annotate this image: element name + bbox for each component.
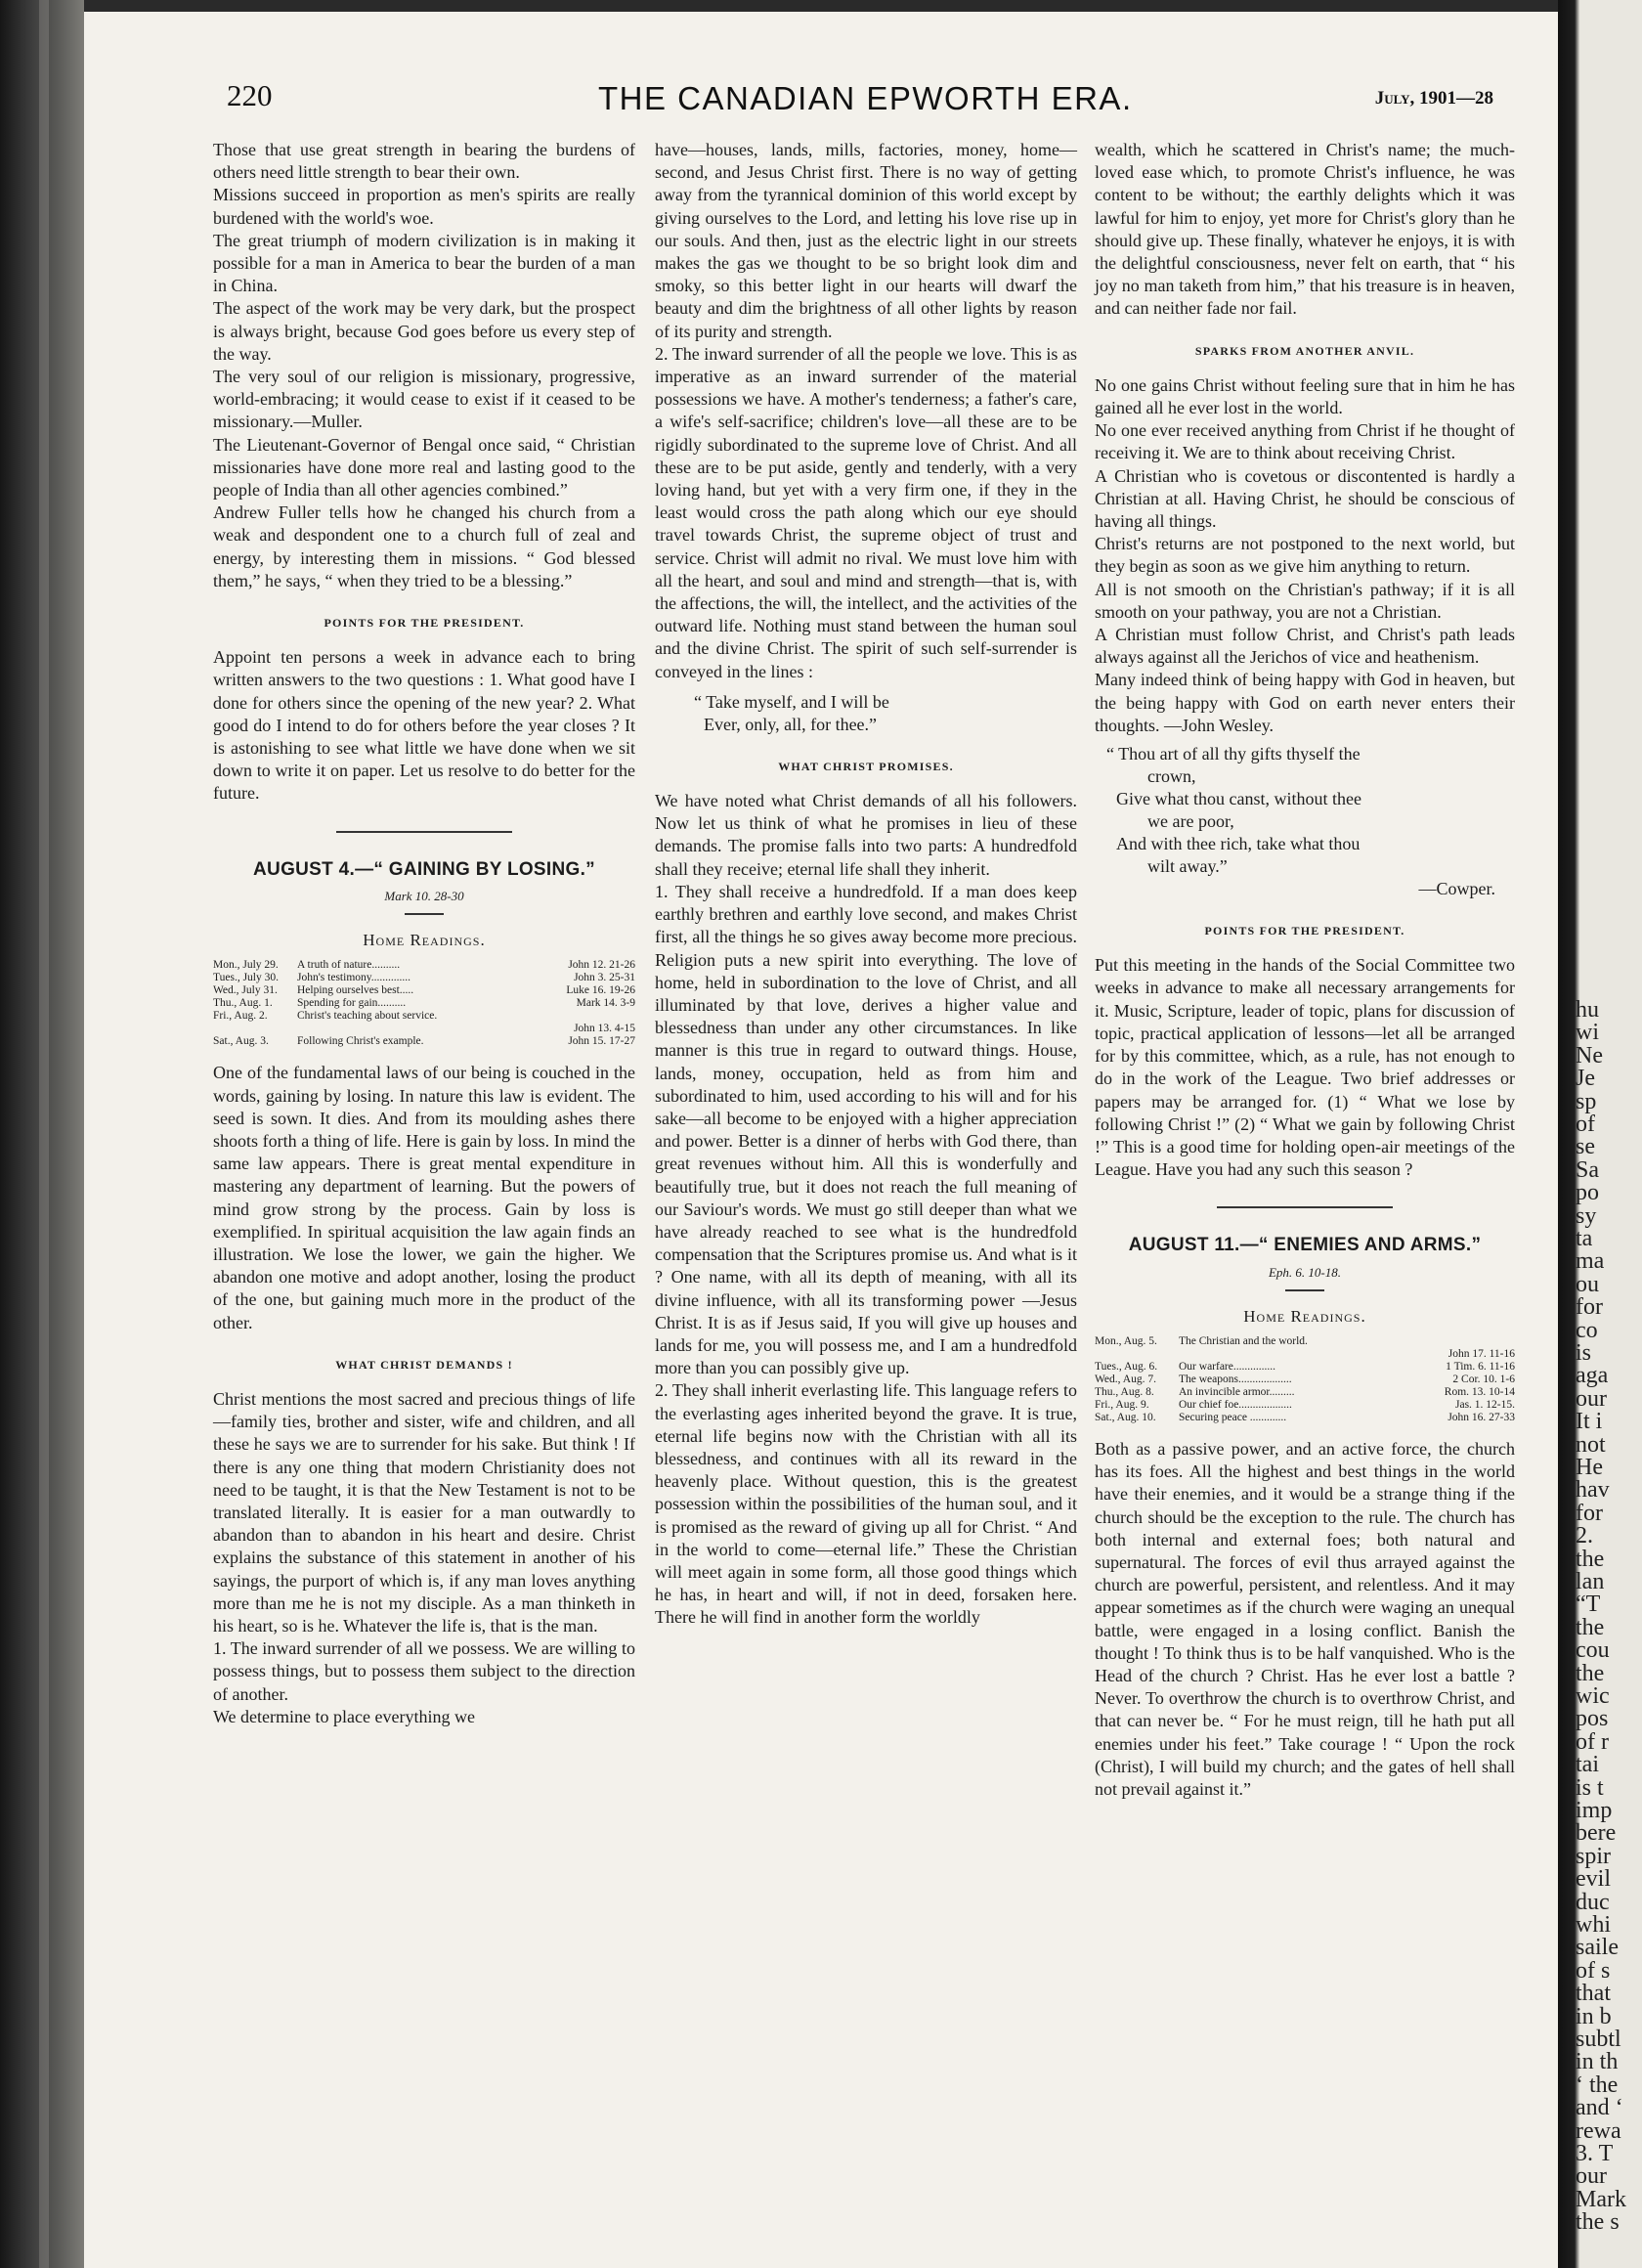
reading-row [1095,1386,1515,1399]
reading-day: Mon., Aug. 5. [1095,1334,1157,1347]
lesson-title: AUGUST 4.—“ GAINING BY LOSING.” [253,858,595,880]
paragraph: 1. They shall receive a hundredfold. If a man does keep earthly brethren and earthly love second, and makes Christ first, all the things he so gives away become more precious. Religion puts a new spirit into everything. The love of home, held in subordination to the love of Christ, and all illuminated by that love, derives a higher value and blessedness than under any other circumstances. In like manner is this true in regard to outward things. House, lands, money, occupation, held as from him and subordinated to him, used according to his will and for his sake—all become to be enjoyed with a higher appreciation and power. Better is a dinner of herbs with God there, than great revenues without him. All this is wonderfully and beautifully true, but it does not reach the full meaning of our Saviour's words. We must go still deeper than what we have already reached to see what is the hundredfold compensation that the Scriptures promise us. And what is it ? One name, with all its depth of meaning, with all its divine influence, with all its transforming power —Jesus Christ. It is as if Jesus said, If you will give up houses and lands for me, you will possess me, and I am a hundredfold more than you can possibly give up. [655,881,1077,1378]
next-page-fragment: the [1576,1546,1605,1572]
next-page-fragment: co [1576,1317,1598,1343]
reading-ref: John 12. 21-26 [568,959,635,972]
paragraph: The Lieutenant-Governor of Bengal once said, “ Christian missionaries have done more real and lasting good to the people of India than all other agencies combined.” [213,434,635,501]
paragraph: Andrew Fuller tells how he changed his church from a weak and despondent one to a church full of zeal and energy, by interesting them in missions. “ God blessed them,” he says, “ when they tried to be a blessing.” [213,502,635,590]
lesson-reference: Eph. 6. 10-18. [1268,1264,1342,1280]
paragraph: A Christian who is covetous or discontented is hardly a Christian at all. Having Christ, he should be conscious of having all things. [1095,465,1515,532]
next-page-fragment: po [1576,1180,1599,1206]
next-page-fragment: lan [1576,1569,1605,1594]
reading-text: The Christian and the world. [1179,1334,1308,1347]
next-page-fragment: Je [1576,1066,1595,1092]
reading-ref [524,1010,635,1023]
reading-text [1179,1348,1396,1361]
journal-title: THE CANADIAN EPWORTH ERA. [598,80,1133,116]
paragraph: A Christian must follow Christ, and Christ's path leads always against all the Jerichos of vice and heathenism. [1095,625,1515,668]
reading-text [297,1023,524,1035]
divider [405,913,444,915]
reading-day [1095,1348,1179,1361]
next-page-fragment: of s [1576,1957,1611,1984]
column-right [1095,139,1515,1801]
paragraph: 1. The inward surrender of all we possess. We are willing to possess things, but to possess them subject to the direction of another. [213,1638,635,1704]
reading-day: Sat., Aug. 10. [1095,1411,1156,1423]
paragraph: Those that use great strength in bearing the burdens of others need little strength to bear their own. [213,140,635,183]
reading-row [1095,1348,1515,1361]
next-page-fragment: aga [1576,1363,1609,1389]
verse-line: we are poor, [1147,811,1234,832]
next-page-fragment: of r [1576,1728,1609,1755]
section-heading: POINTS FOR THE PRESIDENT. [324,616,525,631]
reading-ref: Jas. 1. 12-15. [1454,1398,1515,1411]
next-page-fragment: ‘ the [1576,2072,1619,2098]
binding-shadow [39,0,49,2268]
section-heading: WHAT CHRIST DEMANDS ! [335,1357,513,1372]
reading-row [1095,1335,1515,1348]
next-page-fragment: subtl [1576,2027,1621,2052]
next-page-fragment: the [1576,1660,1605,1686]
next-page-fragment: and ‘ [1576,2095,1623,2121]
paragraph: Christ mentions the most sacred and precious things of life—family ties, brother and sister, wife and children, and all these he says we are to surrender for his sake. But think ! If there is any one thing that modern Christianity does not need to be taught, it is that the New Testament is not to be translated literally. It is easier for a man outwardly to abandon than to abandon in his heart and desire. Christ explains the substance of this statement in another of his sayings, the purport of which is, if any man loves anything more than me he is not my disciple. As a man thinketh in his heart, so is he. Whatever the life is, that is the man. [213,1388,635,1636]
next-page-fragment: “T [1576,1592,1601,1618]
next-page-fragment: imp [1576,1798,1613,1823]
reading-day: Fri., Aug. 9. [1095,1398,1149,1411]
next-page-fragment: our [1576,2163,1607,2190]
next-page-fragment: It i [1576,1409,1603,1435]
next-page-fragments [1562,0,1642,2268]
paragraph: Many indeed think of being happy with God in heaven, but the being happy with God on earth never enters their thoughts. —John Wesley. [1095,670,1515,735]
next-page-fragment: He [1576,1455,1603,1480]
divider [336,831,512,833]
section-heading: WHAT CHRIST PROMISES. [778,759,954,773]
next-page-fragment: for [1576,1500,1603,1526]
reading-day: Tues., Aug. 6. [1095,1360,1158,1373]
section-heading: POINTS FOR THE PRESIDENT. [1204,924,1405,938]
next-page-fragment: in b [1576,2003,1612,2029]
readings-table [213,959,635,1048]
paragraph: All is not smooth on the Christian's pathway; if it is all smooth on your pathway, you are not a Christian. [1095,579,1515,622]
reading-text: Christ's teaching about service. [297,1010,438,1023]
paragraph: Missions succeed in proportion as men's spirits are really burdened with the world's woe. [213,185,635,228]
next-page-fragment: 3. T [1576,2141,1614,2166]
reading-ref: Luke 16. 19-26 [566,984,635,997]
next-page-fragment: whi [1576,1912,1611,1938]
reading-day: Thu., Aug. 1. [213,997,273,1010]
reading-row [1095,1412,1515,1424]
reading-text: Our chief foe................... [1179,1398,1292,1411]
verse-line: “ Take myself, and I will be [694,691,889,712]
paragraph: Christ's returns are not postponed to the next world, but they begin as soon as we give him anything to return. [1095,534,1515,577]
paragraph: We determine to place everything we [213,1706,475,1726]
reading-text: Spending for gain.......... [297,997,407,1010]
reading-day: Tues., July 30. [213,972,279,984]
next-page-fragment: wic [1576,1683,1610,1709]
reading-day: Fri., Aug. 2. [213,1010,268,1023]
reading-row [213,984,635,997]
paragraph: No one gains Christ without feeling sure that in him he has gained all he ever lost in the world. [1095,374,1515,418]
verse-line: crown, [1147,766,1196,787]
paragraph: 2. They shall inherit everlasting life. This language refers to the everlasting ages inherited beyond the grave. It is true, eternal life begins now with the Christian with all its blessedness, and continues with all its reward in the heavenly place. Without question, this is the greatest possession within the possibilities of the human soul, and it is promised as the reward of giving up all for Christ. “ And in the world to come—eternal life.” These the Christian will meet again in some form, all those good things which he has, in heart and will, if not in deed, forsaken here. There he will find in another form the worldly [655,1380,1077,1628]
reading-text: A truth of nature.......... [297,959,401,972]
reading-text: Securing peace ............. [1179,1411,1287,1423]
next-page-fragment: cou [1576,1637,1610,1664]
page-number: 220 [227,78,273,112]
paragraph: We have noted what Christ demands of all his followers. Now let us think of what he promises in lieu of these demands. The promise falls into two parts: A hundredfold shall they receive; eternal life shall they inherit. [655,791,1077,879]
next-page-fragment: hav [1576,1477,1610,1504]
next-page-fragment: spir [1576,1843,1611,1869]
reading-day: Thu., Aug. 8. [1095,1385,1154,1398]
paragraph: Put this meeting in the hands of the Social Committee two weeks in advance to make all necessary arrangements for it. Music, Scripture, leader of topic, plans for discussion of topic, practical application of lessons—let all be arranged for by this committee, which, as a rule, has not enough to do in the work of the League. Two brief addresses or papers may be arranged for. (1) “ What we lose by following Christ !” (2) “ What we gain by following Christ !” This is a good time for holding open-air meetings of the League. Have you had any such this season ? [1095,955,1515,1180]
next-page-fragment: ou [1576,1271,1599,1297]
next-page-fragment: pos [1576,1706,1609,1732]
reading-row [213,997,635,1010]
next-page-fragment: tai [1576,1752,1599,1778]
paragraph: 2. The inward surrender of all the people we love. This is as imperative as an inward surrender of the material possessions we have. A mother's tenderness; a father's care, a wife's self-sacrifice; children's love—all these are to be rigidly subordinated to the supreme love of Christ. And all these are to be put aside, gently and tenderly, with a very loving hand, but yet with a very firm one, if they in the least would cross the path along which our eye should travel towards Christ, the supreme object of trust and service. Christ will admit no rival. We must love him with all the heart, and soul and mind and strength—that is, with the affections, the will, the intellect, and the activities of the outward life. Nothing must stand between the human soul and the divine Christ. The spirit of such self-surrender is conveyed in the lines : [655,343,1077,681]
reading-text: The weapons................... [1179,1373,1292,1385]
next-page-fragment: Sa [1576,1156,1599,1183]
reading-row [213,1010,635,1023]
reading-ref [1396,1335,1515,1348]
next-page-fragment: ta [1576,1226,1593,1251]
readings-table [1095,1335,1515,1424]
next-page-fragment: sy [1576,1202,1597,1229]
verse-line: And with thee rich, take what thou [1116,834,1361,854]
reading-text: Following Christ's example. [297,1035,424,1048]
next-page-fragment: the s [1576,2209,1620,2236]
reading-day: Sat., Aug. 3. [213,1035,269,1048]
next-page-fragment: in th [1576,2049,1619,2075]
reading-text: Helping ourselves best..... [297,984,414,997]
next-page-fragment: rewa [1576,2117,1621,2144]
lesson-reference: Mark 10. 28-30 [384,888,464,903]
paragraph: One of the fundamental laws of our being is couched in the words, gaining by losing. In nature this law is evident. The seed is sown. It dies. And from its moulding ashes there shoots forth a thing of life. Here is gain by loss. In mind the same law appears. There is great mental expenditure in mastering any department of learning. But the powers of mind grow strong by the process. Gain by loss is exemplified. In spiritual acquisition the law again finds an illustration. We lose the lower, we gain the higher. We abandon one motive and adopt another, losing the product of the one, but gaining much more in the product of the other. [213,1063,635,1332]
next-page-fragment: duc [1576,1889,1610,1915]
verse-line: wilt away.” [1147,856,1228,877]
verse-line: “ Thou art of all thy gifts thyself the [1106,744,1361,764]
next-page-fragment: evil [1576,1866,1611,1893]
reading-ref: 1 Tim. 6. 11-16 [1446,1360,1515,1373]
verse-line: Give what thou canst, without thee [1116,789,1361,809]
reading-ref: Mark 14. 3-9 [576,997,635,1010]
verse-quote [1106,743,1515,900]
reading-text: An invincible armor......... [1179,1385,1295,1398]
reading-day: Wed., Aug. 7. [1095,1373,1156,1385]
next-page-fragment: that [1576,1981,1611,2007]
section-heading: SPARKS FROM ANOTHER ANVIL. [1194,343,1415,358]
next-page-fragment: sp [1576,1088,1597,1114]
next-page-fragment: Mark [1576,2186,1626,2212]
reading-row [1095,1399,1515,1412]
paragraph: No one ever received anything from Christ if he thought of receiving it. We are to think about receiving Christ. [1095,420,1515,463]
paragraph: The very soul of our religion is missionary, progressive, world-embracing; it would cease to exist if it ceased to be missionary.—Muller. [213,367,635,432]
home-readings-heading: Home Readings. [363,931,486,950]
divider [1285,1289,1324,1291]
verse-quote [694,691,1077,736]
reading-row [1095,1374,1515,1386]
reading-row [213,972,635,984]
reading-ref: John 16. 27-33 [1448,1411,1515,1423]
next-page-fragment: ma [1576,1248,1605,1275]
reading-ref: John 3. 25-31 [574,972,635,984]
next-page-fragment: the [1576,1614,1605,1640]
paragraph: Appoint ten persons a week in advance each to bring written answers to the two questions : 1. What good have I done for others since the opening of the new year? 2. What good do I intend to do for others before the year closes ? It is astonishing to see what little we have done when we sit down to write it on paper. Let us resolve to do better for the future. [213,647,635,804]
lesson-title: AUGUST 11.—“ ENEMIES AND ARMS.” [1128,1235,1482,1256]
reading-ref: John 17. 11-16 [1448,1347,1515,1360]
next-page-fragment: se [1576,1134,1595,1160]
column-middle [655,139,1077,1630]
next-page-fragment: is t [1576,1774,1604,1801]
next-page-fragment: hu [1576,997,1599,1023]
paragraph: have—houses, lands, mills, factories, money, home—second, and Jesus Christ first. There is no way of getting away from the tyrannical dominion of this world except by giving ourselves to the Lord, and letting his love rise up in our souls. And then, just as the electric light in our streets makes the gas we thought to be so bright look dim and smoky, so this better light in our hearts will dwarf the beauty and dim the brightness of all other lights by reason of its purity and strength. [655,140,1077,341]
paragraph: The aspect of the work may be very dark, but the prospect is always bright, because God goes before us every step of the way. [213,298,635,364]
next-page-fragment: Ne [1576,1042,1603,1069]
page-header [227,78,1493,127]
next-page-fragment: 2. [1576,1523,1593,1549]
paragraph: Both as a passive power, and an active force, the church has its foes. All the highest and best things in the world have their enemies, and it would be a strange thing if the church should be the exception to the rule. The church has both internal and external foes; both natural and supernatural. The forces of evil thus arrayed against the church are powerful, persistent, and relentless. And it may appear sometimes as if the church were waging an unequal battle, were engaged in a losing conflict. Banish the thought ! To think thus is to be half vanquished. Who is the Head of the church ? Christ. Has he ever lost a battle ? Never. To overthrow the church is to overthrow Christ, and that can never be. “ For he must reign, till he hath put all enemies under his feet.” Take courage ! “ Upon the rock (Christ), I will build my church; and the gates of hell shall not prevail against it.” [1095,1438,1515,1799]
verse-line: Ever, only, all, for thee.” [704,714,878,734]
verse-attribution: —Cowper. [1418,879,1495,899]
reading-text: Our warfare............... [1179,1360,1275,1373]
issue-date: July, 1901—28 [1374,88,1493,109]
reading-day: Mon., July 29. [213,959,279,972]
next-page-fragment: bere [1576,1820,1617,1847]
next-page-fragment: saile [1576,1935,1619,1961]
reading-day [213,1023,297,1035]
reading-ref: John 13. 4-15 [574,1023,635,1035]
reading-row [213,1023,635,1035]
reading-day: Wed., July 31. [213,984,278,997]
reading-row [213,959,635,972]
reading-text: John's testimony.............. [297,972,411,984]
reading-ref: 2 Cor. 10. 1-6 [1452,1373,1515,1385]
next-page-fragment: not [1576,1431,1606,1458]
next-page-fragment: is [1576,1340,1592,1366]
home-readings-heading: Home Readings. [1243,1306,1366,1326]
divider [1217,1206,1393,1208]
paragraph: The great triumph of modern civilization is in making it possible for a man in America to bear the burden of a man in China. [213,230,635,296]
next-page-fragment: our [1576,1385,1607,1412]
reading-row [213,1035,635,1048]
next-page-fragment: wi [1576,1020,1599,1046]
reading-row [1095,1361,1515,1374]
next-page-fragment: for [1576,1294,1603,1321]
reading-ref: Rom. 13. 10-14 [1444,1385,1515,1398]
next-page-fragment: of [1576,1112,1595,1137]
reading-ref: John 15. 17-27 [568,1035,635,1048]
column-left [213,139,635,1728]
paragraph: wealth, which he scattered in Christ's name; the much-loved ease which, to promote Christ's influence, he was content to be without; the earthly delights which it was lawful for him to enjoy, yet more for Christ's glory than he should give up. These finally, whatever he enjoys, it is with the delightful consciousness, never felt on earth, that “ his joy no man taketh from him,” that his treasure is in heaven, and can neither fade nor fail. [1095,140,1515,319]
